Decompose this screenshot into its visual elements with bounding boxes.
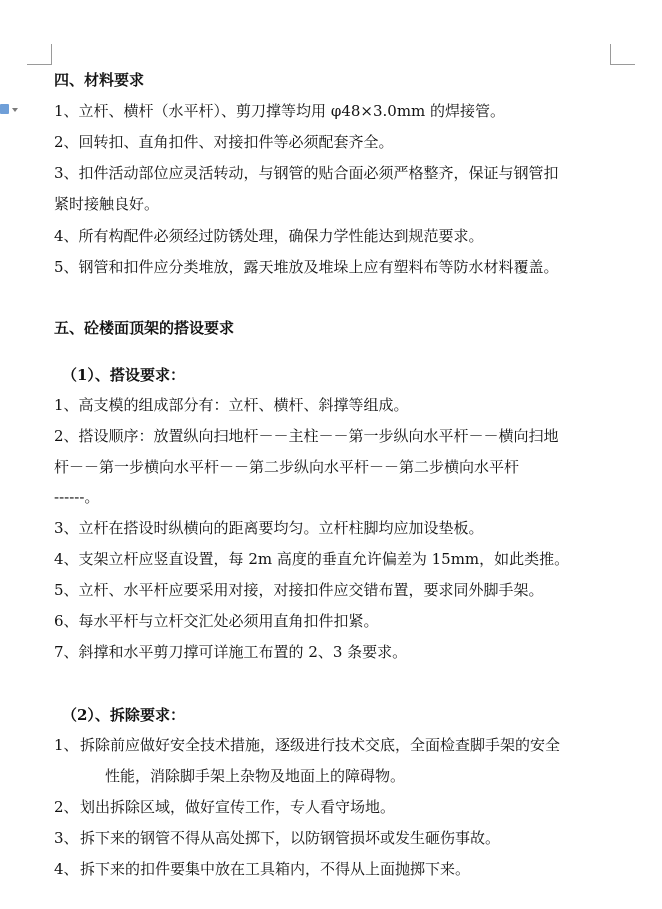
- sub2-heading: （2）、拆除要求：: [62, 706, 185, 724]
- sub1-heading: （1）、搭设要求：: [62, 366, 185, 384]
- section4-item: 2、回转扣、直角扣件、对接扣件等必须配套齐全。: [54, 133, 394, 151]
- sub2-item-text: 拆下来的钢管不得从高处掷下，以防钢管损坏或发生砸伤事故。: [80, 829, 501, 847]
- sub1-item: 3、立杆在搭设时纵横向的距离要均匀。立杆柱脚均应加设垫板。: [54, 519, 484, 537]
- section4-heading: 四、材料要求: [54, 71, 145, 89]
- document-margin-icon[interactable]: [0, 104, 9, 114]
- page-corner-mark-top-left: [27, 44, 52, 65]
- page-corner-mark-top-right: [610, 44, 635, 65]
- sub1-item: 5、立杆、水平杆应要采用对接，对接扣件应交错布置，要求同外脚手架。: [54, 581, 544, 599]
- sub1-item: 4、支架立杆应竖直设置，每 2m 高度的垂直允许偏差为 15mm，如此类推。: [54, 550, 570, 568]
- sub2-item-text-continued: 性能，消除脚手架上杂物及地面上的障碍物。: [105, 767, 406, 785]
- sub1-item-continued: ------。: [54, 488, 100, 506]
- sub2-item-text: 拆除前应做好安全技术措施，逐级进行技术交底，全面检查脚手架的安全: [80, 736, 561, 754]
- sub2-item-text: 划出拆除区域，做好宣传工作，专人看守场地。: [80, 798, 396, 816]
- section5-heading: 五、砼楼面顶架的搭设要求: [54, 319, 235, 337]
- sub1-item: 1、高支模的组成部分有：立杆、横杆、斜撑等组成。: [54, 396, 409, 414]
- sub1-item: 2、搭设顺序：放置纵向扫地杆－－主柱－－第一步纵向水平杆－－横向扫地: [54, 427, 559, 445]
- section4-item: 4、所有构配件必须经过防锈处理，确保力学性能达到规范要求。: [54, 227, 484, 245]
- section4-item: 5、钢管和扣件应分类堆放，露天堆放及堆垛上应有塑料布等防水材料覆盖。: [54, 258, 559, 276]
- sub1-item: 7、斜撑和水平剪刀撑可详施工布置的 2、3 条要求。: [54, 643, 408, 661]
- sub1-item-continued: 杆－－第一步横向水平杆－－第二步纵向水平杆－－第二步横向水平杆: [54, 458, 520, 476]
- chevron-down-icon[interactable]: [12, 108, 18, 112]
- section4-item: 3、扣件活动部位应灵活转动，与钢管的贴合面必须严格整齐，保证与钢管扣: [54, 164, 559, 182]
- sub2-item-number: 4、: [54, 860, 79, 878]
- sub2-item-text: 拆下来的扣件要集中放在工具箱内，不得从上面抛掷下来。: [80, 860, 471, 878]
- section4-item-continued: 紧时接触良好。: [54, 195, 160, 213]
- section4-item: 1、立杆、横杆（水平杆）、剪刀撑等均用 φ48×3.0mm 的焊接管。: [54, 102, 506, 120]
- sub2-item-number: 3、: [54, 829, 79, 847]
- sub2-item-number: 2、: [54, 798, 79, 816]
- sub1-item: 6、每水平杆与立杆交汇处必须用直角扣件扣紧。: [54, 612, 379, 630]
- sub2-item-number: 1、: [54, 736, 79, 754]
